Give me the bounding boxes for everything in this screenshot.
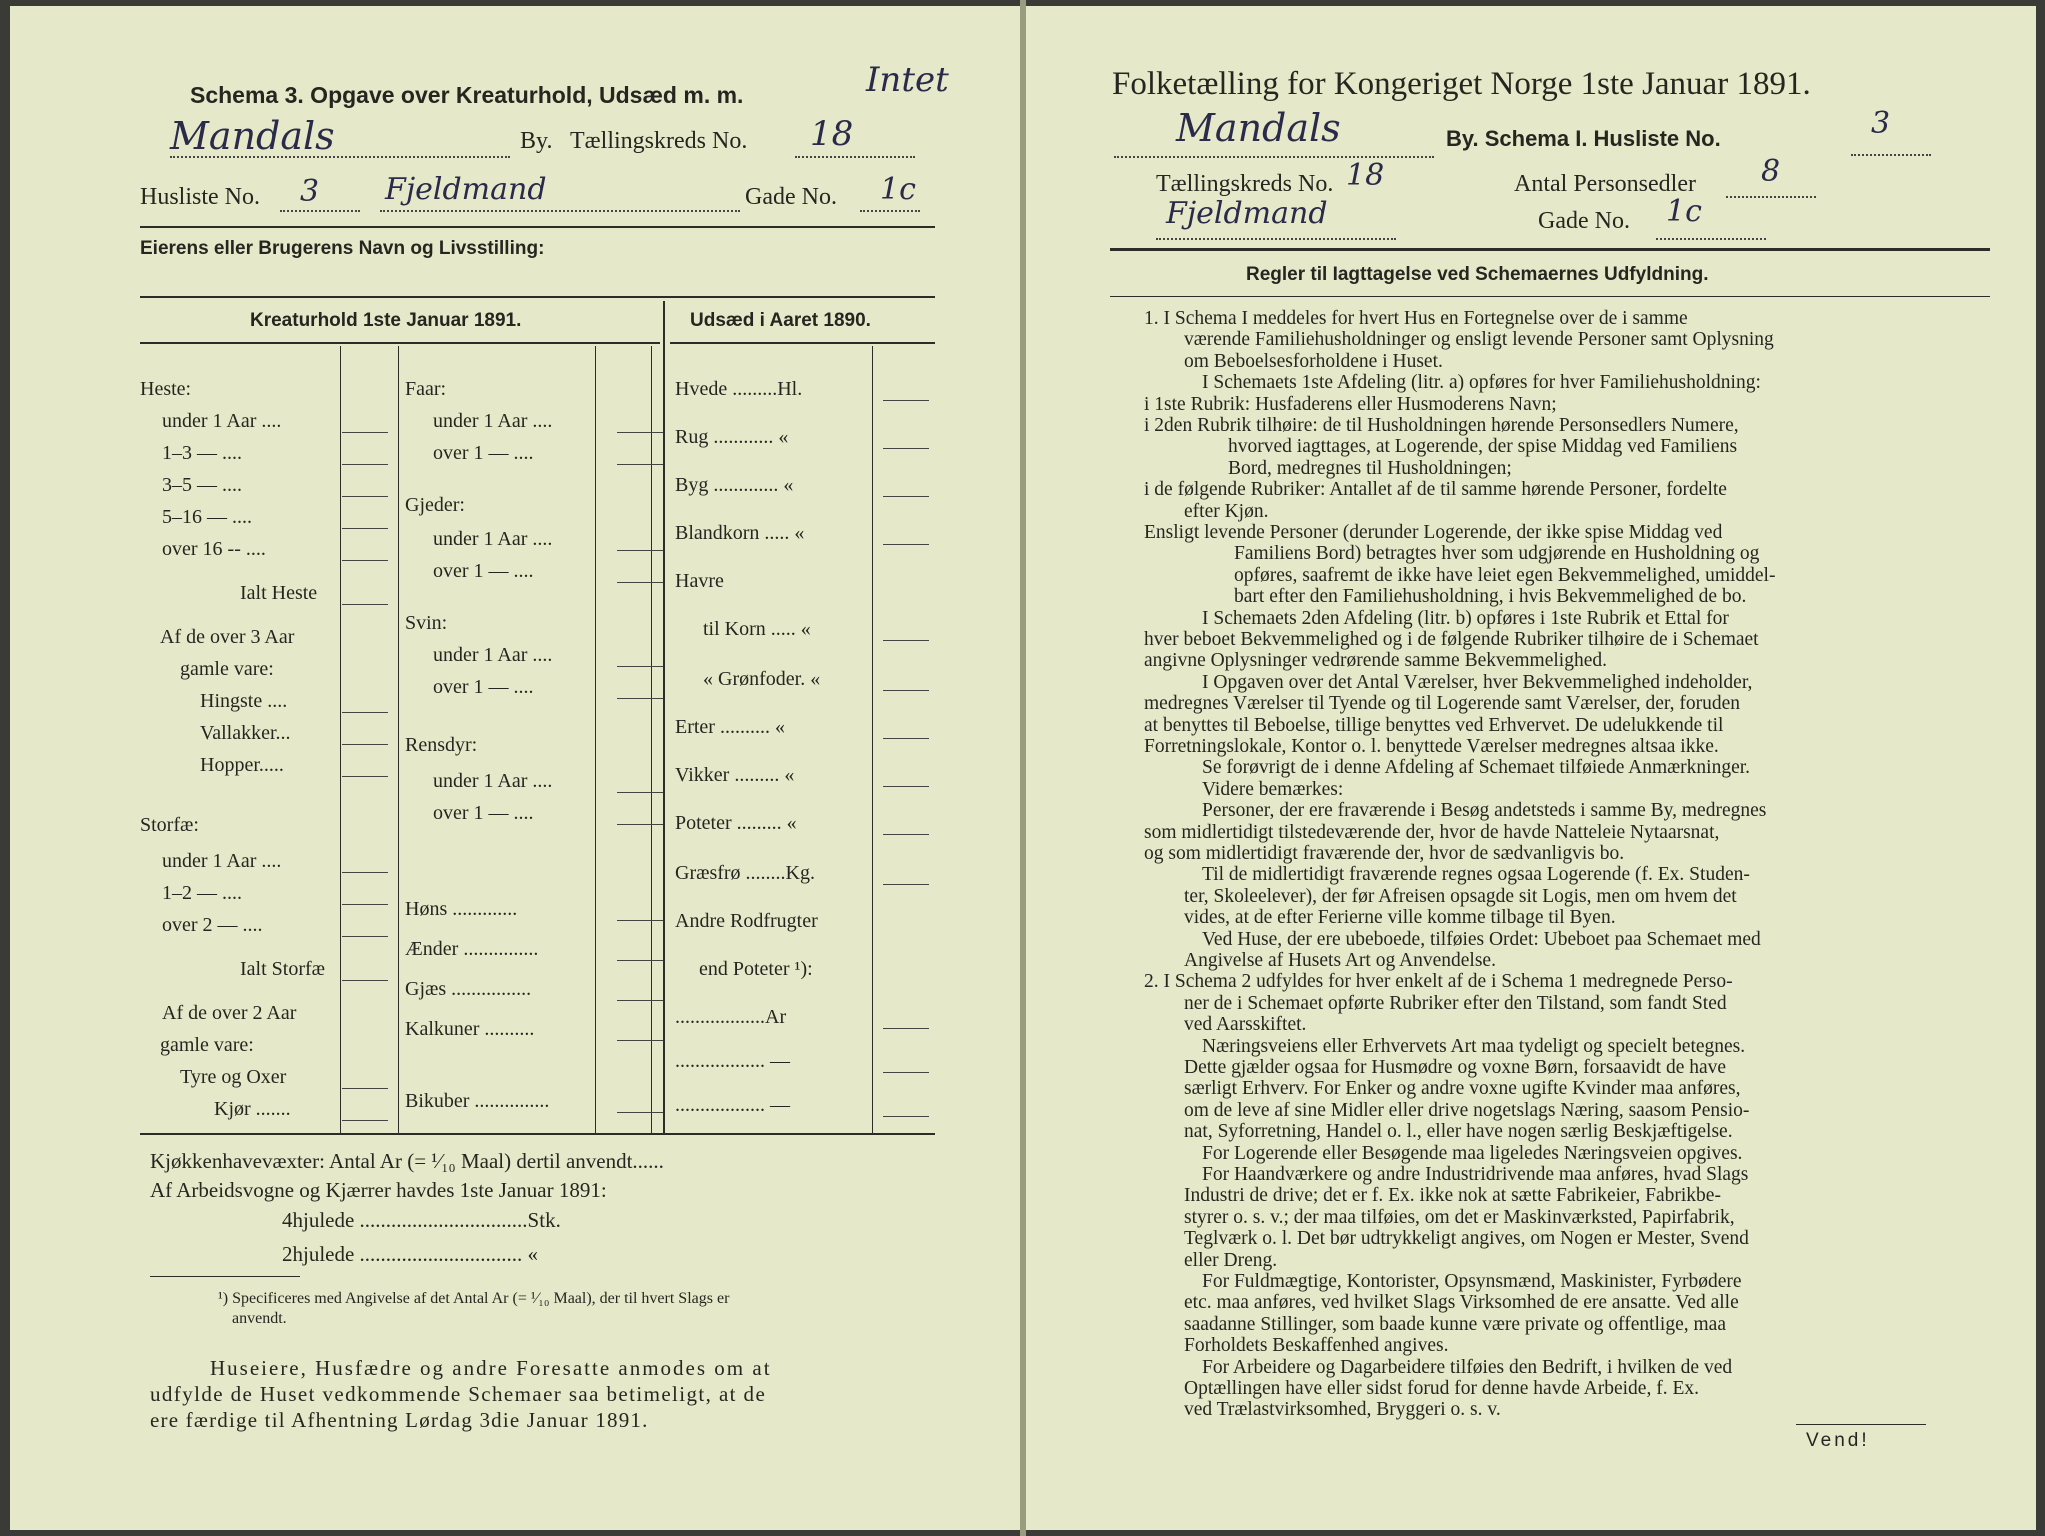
fill-in-blank xyxy=(617,582,663,583)
form-row-label: .................. — xyxy=(675,1050,790,1072)
form-row-label: « Grønfoder. « xyxy=(703,668,821,690)
regler-line: vides, at de efter Ferierne ville komme tilbage til Byen. xyxy=(1184,907,1616,929)
form-row-label: over 1 — .... xyxy=(433,676,534,698)
fill-in-blank xyxy=(342,464,388,465)
regler-line: Forholdets Beskaffenhed angives. xyxy=(1184,1335,1449,1357)
kreaturhold-header: Kreaturhold 1ste Januar 1891. xyxy=(250,310,522,331)
fill-in-blank xyxy=(617,1112,663,1113)
fill-in-blank xyxy=(883,786,929,787)
form-row-label: under 1 Aar .... xyxy=(433,770,553,792)
form-row-label: Ænder ............... xyxy=(405,938,539,960)
regler-line: i 1ste Rubrik: Husfaderens eller Husmoderens Navn; xyxy=(1144,393,1557,415)
form-row-label: Vallakker... xyxy=(200,722,291,744)
fill-in-blank xyxy=(617,824,663,825)
form-row-label: over 1 — .... xyxy=(433,442,534,464)
regler-line: 2. I Schema 2 udfyldes for hver enkelt af de i Schema 1 medregnede Perso- xyxy=(1144,971,1733,993)
regler-line: Industri de drive; det er f. Ex. ikke nok at sætte Fabrikeier, Fabrikbe- xyxy=(1184,1185,1721,1207)
fill-in-blank xyxy=(342,560,388,561)
form-row-label: Faar: xyxy=(405,378,447,400)
fill-in-blank xyxy=(883,400,929,401)
form-row-label: under 1 Aar .... xyxy=(433,644,553,666)
regler-line: Angivelse af Husets Art og Anvendelse. xyxy=(1184,950,1496,971)
fill-in-blank xyxy=(342,1120,388,1121)
regler-line: styrer o. s. v.; der maa tilføies, om det er Maskinværksted, Papirfabrik, xyxy=(1184,1206,1735,1228)
handwritten-by-name: Mandals xyxy=(170,114,335,158)
footnote-line-1: ¹) Specificeres med Angivelse af det Antal Ar (= ¹⁄₁₀ Maal), der til hvert Slags er xyxy=(218,1290,730,1307)
form-row-label: Havre xyxy=(675,570,724,592)
form-row-label: Blandkorn ..... « xyxy=(675,522,805,544)
handwritten-by-name: Mandals xyxy=(1176,106,1341,150)
form-row-label: under 1 Aar .... xyxy=(433,410,553,432)
form-row-label: gamle vare: xyxy=(160,1034,254,1056)
by-schema-line: By. Schema I. Husliste No. xyxy=(1446,126,1721,151)
handwritten-husliste: 3 xyxy=(300,174,320,209)
handwritten-gade-no: 1c xyxy=(880,172,916,207)
fill-in-blank xyxy=(617,432,663,433)
fill-in-blank xyxy=(883,1116,929,1117)
fill-in-blank xyxy=(342,1088,388,1089)
form-row-label: Bikuber ............... xyxy=(405,1090,550,1112)
fill-in-blank xyxy=(883,1072,929,1073)
fill-in-blank xyxy=(883,884,929,885)
schema-3-title: Schema 3. Opgave over Kreaturhold, Udsæd m. m. xyxy=(190,82,744,108)
fill-in-blank xyxy=(342,744,388,745)
regler-line: og som midlertidigt fraværende der, hvor de sædvanligvis bo. xyxy=(1144,843,1625,864)
regler-line: Dette gjælder ogsaa for Husmødre og voxne Børn, forsaavidt de have xyxy=(1184,1057,1727,1078)
husliste-label: Husliste No. xyxy=(140,184,260,210)
regler-line: nat, Syforretning, Handel o. l., eller have nogen særlig Beskjæftigelse. xyxy=(1184,1121,1733,1143)
form-row-label: Poteter ......... « xyxy=(675,812,797,834)
regler-line: 1. I Schema I meddeles for hvert Hus en Fortegnelse over de i samme xyxy=(1144,308,1688,329)
regler-line: opføres, saafremt de ikke have leiet egen Bekvemmelighed, umiddel- xyxy=(1234,564,1776,586)
fill-in-blank xyxy=(617,792,663,793)
form-row-label: Af de over 3 Aar xyxy=(160,626,295,648)
form-row-label: over 1 — .... xyxy=(433,802,534,824)
fill-in-blank xyxy=(342,904,388,905)
form-row-label: under 1 Aar .... xyxy=(433,528,553,550)
fill-in-blank xyxy=(617,1040,663,1041)
form-row-label: Hopper..... xyxy=(200,754,284,776)
form-row-label: 1–3 — .... xyxy=(162,442,242,464)
regler-line: For Fuldmægtige, Kontorister, Opsynsmænd, Maskinister, Fyrbødere xyxy=(1202,1271,1742,1292)
regler-line: værende Familiehusholdninger og ensligt levende Personer samt Oplysning xyxy=(1184,329,1774,351)
fill-in-blank xyxy=(342,496,388,497)
regler-line: i de følgende Rubriker: Antallet af de til samme hørende Personer, fordelte xyxy=(1144,479,1727,501)
handwritten-gade-no: 1c xyxy=(1666,194,1702,229)
vend-label: Vend! xyxy=(1806,1430,1870,1451)
form-row-label: Kjør ....... xyxy=(214,1098,291,1120)
regler-line: For Arbeidere og Dagarbeidere tilføies den Bedrift, i hvilken de ved xyxy=(1202,1356,1733,1378)
regler-header: Regler til Iagttagelse ved Schemaernes Udfyldning. xyxy=(1246,264,1709,285)
form-row-label: Erter .......... « xyxy=(675,716,785,738)
antal-label: Antal Personsedler xyxy=(1514,171,1696,197)
form-row-label: Kalkuner .......... xyxy=(405,1018,535,1040)
fill-in-blank xyxy=(342,432,388,433)
regler-line: om Beboelsesforholdene i Huset. xyxy=(1184,350,1443,372)
fill-in-blank xyxy=(617,1000,663,1001)
fill-in-blank xyxy=(617,960,663,961)
fill-in-blank xyxy=(342,980,388,981)
form-row-label: Høns ............. xyxy=(405,898,518,920)
regler-line: ved Trælastvirksomhed, Bryggeri o. s. v. xyxy=(1184,1399,1501,1421)
regler-line: hvorved iagttages, at Logerende, der spise Middag ved Familiens xyxy=(1228,436,1738,458)
right-page xyxy=(1026,6,2036,1530)
regler-line: Personer, der ere fraværende i Besøg andetsteds i samme By, medregnes xyxy=(1202,800,1767,822)
regler-line: efter Kjøn. xyxy=(1184,500,1269,522)
form-row-label: Tyre og Oxer xyxy=(180,1066,287,1088)
form-row-label: gamle vare: xyxy=(180,658,274,680)
form-row-label: Vikker ......... « xyxy=(675,764,795,786)
regler-line: om de leve af sine Midler eller drive nogetslags Næring, saasom Pensio- xyxy=(1184,1099,1750,1121)
regler-line: I Schemaets 2den Afdeling (litr. b) opføres i 1ste Rubrik et Ettal for xyxy=(1202,607,1729,629)
fill-in-blank xyxy=(342,936,388,937)
regler-line: i 2den Rubrik tilhøire: de til Husholdningen hørende Personsedlers Numere, xyxy=(1144,415,1739,436)
regler-line: saadanne Stillinger, som baade kunne være private og offentlige, maa xyxy=(1184,1313,1726,1335)
regler-line: I Opgaven over det Antal Værelser, hver Bekvemmelighed indeholder, xyxy=(1202,671,1753,693)
form-row-label: 3–5 — .... xyxy=(162,474,242,496)
form-row-label: 5–16 — .... xyxy=(162,506,252,528)
fill-in-blank xyxy=(342,604,388,605)
regler-line: særligt Erhverv. For Enker og andre voxne ugifte Kvinder maa anføres, xyxy=(1184,1078,1741,1100)
regler-line: For Logerende eller Besøgende maa ligeledes Næringsveien opgives. xyxy=(1202,1142,1743,1164)
fill-in-blank xyxy=(883,448,929,449)
arbeidsvogne-line: Af Arbeidsvogne og Kjærrer havdes 1ste Januar 1891: xyxy=(150,1178,607,1202)
closing-line-1: Huseiere, Husfædre og andre Foresatte anmodes om at xyxy=(210,1356,772,1380)
regler-line: bart efter den Familiehusholdning, i hvis Bekvemmelighed de bo. xyxy=(1234,586,1747,608)
form-row-label: under 1 Aar .... xyxy=(162,850,282,872)
fill-in-blank xyxy=(617,464,663,465)
regler-line: medregnes Værelser til Tyende og til Logerende samt Værelser, der, foruden xyxy=(1144,693,1740,715)
handwritten-husliste: 3 xyxy=(1871,106,1891,141)
form-row-label: Ialt Heste xyxy=(240,582,318,604)
handwritten-gade: Fjeldmand xyxy=(1166,196,1328,231)
fill-in-blank xyxy=(342,776,388,777)
regler-line: Se forøvrigt de i denne Afdeling af Schemaet tilføiede Anmærkninger. xyxy=(1202,757,1751,779)
form-row-label: Hingste .... xyxy=(200,690,288,712)
gade-no-label: Gade No. xyxy=(1538,208,1630,234)
regler-line: ter, Skoleelever), der før Afreisen opsagde sit Logis, men om hvem det xyxy=(1184,885,1737,907)
regler-line: Næringsveiens eller Erhvervets Art maa tydeligt og specielt betegnes. xyxy=(1202,1035,1746,1057)
regler-line: eller Dreng. xyxy=(1184,1249,1278,1271)
form-row-label: over 16 -- .... xyxy=(162,538,266,560)
regler-line: ner de i Schemaet opførte Rubriker efter den Tilstand, som fandt Sted xyxy=(1184,992,1727,1014)
closing-line-2: udfylde de Huset vedkommende Schemaer saa betimeligt, at de xyxy=(150,1382,767,1406)
regler-line: Teglværk o. l. Det bør udtrykkeligt angives, om Nogen er Mester, Svend xyxy=(1184,1228,1749,1250)
taellingskreds-label: Tællingskreds No. xyxy=(570,128,748,154)
hjul4-line: 4hjulede ................................Stk. xyxy=(282,1208,561,1232)
by-label: By. xyxy=(520,128,553,154)
regler-line: angivne Oplysninger vedrørende samme Bekvemmelighed. xyxy=(1144,650,1607,672)
form-row-label: Byg ............. « xyxy=(675,474,794,496)
form-row-label: over 1 — .... xyxy=(433,560,534,582)
regler-line: Ved Huse, der ere ubeboede, tilføies Ordet: Ubeboet paa Schemaet med xyxy=(1202,928,1761,950)
form-row-label: under 1 Aar .... xyxy=(162,410,282,432)
fill-in-blank xyxy=(883,690,929,691)
fill-in-blank xyxy=(883,640,929,641)
fill-in-blank xyxy=(617,666,663,667)
eier-label: Eierens eller Brugerens Navn og Livsstilling: xyxy=(140,238,545,259)
fill-in-blank xyxy=(883,834,929,835)
form-row-label: Af de over 2 Aar xyxy=(162,1002,297,1024)
form-row-label: Gjeder: xyxy=(405,494,465,516)
form-row-label: end Poteter ¹): xyxy=(699,958,813,980)
form-row-label: Heste: xyxy=(140,378,192,400)
fill-in-blank xyxy=(342,528,388,529)
form-row-label: Ialt Storfæ xyxy=(240,958,325,980)
left-page xyxy=(10,6,1020,1530)
regler-line: hver beboet Bekvemmelighed og i de følgende Rubriker tilhøire de i Schemaet xyxy=(1144,629,1759,650)
form-row-label: Rensdyr: xyxy=(405,734,478,756)
fill-in-blank xyxy=(617,550,663,551)
form-row-label: Gjæs ................ xyxy=(405,978,532,1000)
taellingskreds-label: Tællingskreds No. xyxy=(1156,171,1334,197)
form-row-label: Hvede .........Hl. xyxy=(675,378,803,400)
handwritten-gade: Fjeldmand xyxy=(385,172,547,207)
form-row-label: Græsfrø ........Kg. xyxy=(675,862,815,884)
regler-line: Til de midlertidigt fraværende regnes ogsaa Logerende (f. Ex. Studen- xyxy=(1202,864,1750,886)
form-row-label: Andre Rodfrugter xyxy=(675,910,818,932)
fill-in-blank xyxy=(617,920,663,921)
regler-line: Ensligt levende Personer (derunder Logerende, der ikke spise Middag ved xyxy=(1144,522,1723,543)
form-row-label: Storfæ: xyxy=(140,814,199,836)
regler-line: ved Aarsskiftet. xyxy=(1184,1014,1307,1036)
regler-line: Familiens Bord) betragtes hver som udgjørende en Husholdning og xyxy=(1234,543,1760,565)
census-title: Folketælling for Kongeriget Norge 1ste Januar 1891. xyxy=(1112,66,1811,102)
regler-line: Videre bemærkes: xyxy=(1202,778,1344,800)
regler-line: Optællingen have eller sidst forud for denne havde Arbeide, f. Ex. xyxy=(1184,1378,1699,1399)
regler-line: at benyttes til Beboelse, tillige benyttes ved Erhvervet. De udelukkende til xyxy=(1144,714,1724,736)
regler-line: For Haandværkere og andre Industridrivende maa anføres, hvad Slags xyxy=(1202,1164,1749,1185)
closing-line-3: ere færdige til Afhentning Lørdag 3die Januar 1891. xyxy=(150,1408,649,1432)
handwritten-taellingskreds: 18 xyxy=(810,114,854,154)
footnote-line-2: anvendt. xyxy=(232,1310,287,1327)
regler-line: etc. maa anføres, ved hvilket Slags Virksomhed de ere ansatte. Ved alle xyxy=(1184,1292,1739,1314)
handwritten-antal: 8 xyxy=(1761,154,1781,189)
fill-in-blank xyxy=(883,738,929,739)
regler-line: Bord, medregnes til Husholdningen; xyxy=(1228,457,1512,479)
fill-in-blank xyxy=(342,872,388,873)
regler-line: Forretningslokale, Kontor o. l. benyttede Værelser medregnes altsaa ikke. xyxy=(1144,736,1719,757)
regler-line: som midlertidigt tilstedeværende der, hvor de havde Natteleie Nytaarsnat, xyxy=(1144,821,1720,843)
form-row-label: 1–2 — .... xyxy=(162,882,242,904)
kjokkenhave-line: Kjøkkenhavevæxter: Antal Ar (= ¹⁄₁₀ Maal) dertil anvendt...... xyxy=(150,1149,664,1173)
fill-in-blank xyxy=(883,544,929,545)
fill-in-blank xyxy=(883,1028,929,1029)
form-row-label: over 2 — .... xyxy=(162,914,263,936)
form-row-label: Rug ............ « xyxy=(675,426,789,448)
form-row-label: ..................Ar xyxy=(675,1006,787,1028)
hjul2-line: 2hjulede ............................... « xyxy=(282,1242,539,1266)
fill-in-blank xyxy=(617,698,663,699)
form-row-label: Svin: xyxy=(405,612,448,634)
fill-in-blank xyxy=(883,496,929,497)
form-row-label: til Korn ..... « xyxy=(703,618,811,640)
handwritten-intet: Intet xyxy=(866,60,949,100)
fill-in-blank xyxy=(342,712,388,713)
udsaed-header: Udsæd i Aaret 1890. xyxy=(690,310,871,331)
handwritten-taellingskreds: 18 xyxy=(1346,158,1385,193)
gade-no-label: Gade No. xyxy=(745,184,837,210)
regler-line: I Schemaets 1ste Afdeling (litr. a) opføres for hver Familiehusholdning: xyxy=(1202,372,1761,394)
form-row-label: .................. — xyxy=(675,1094,790,1116)
